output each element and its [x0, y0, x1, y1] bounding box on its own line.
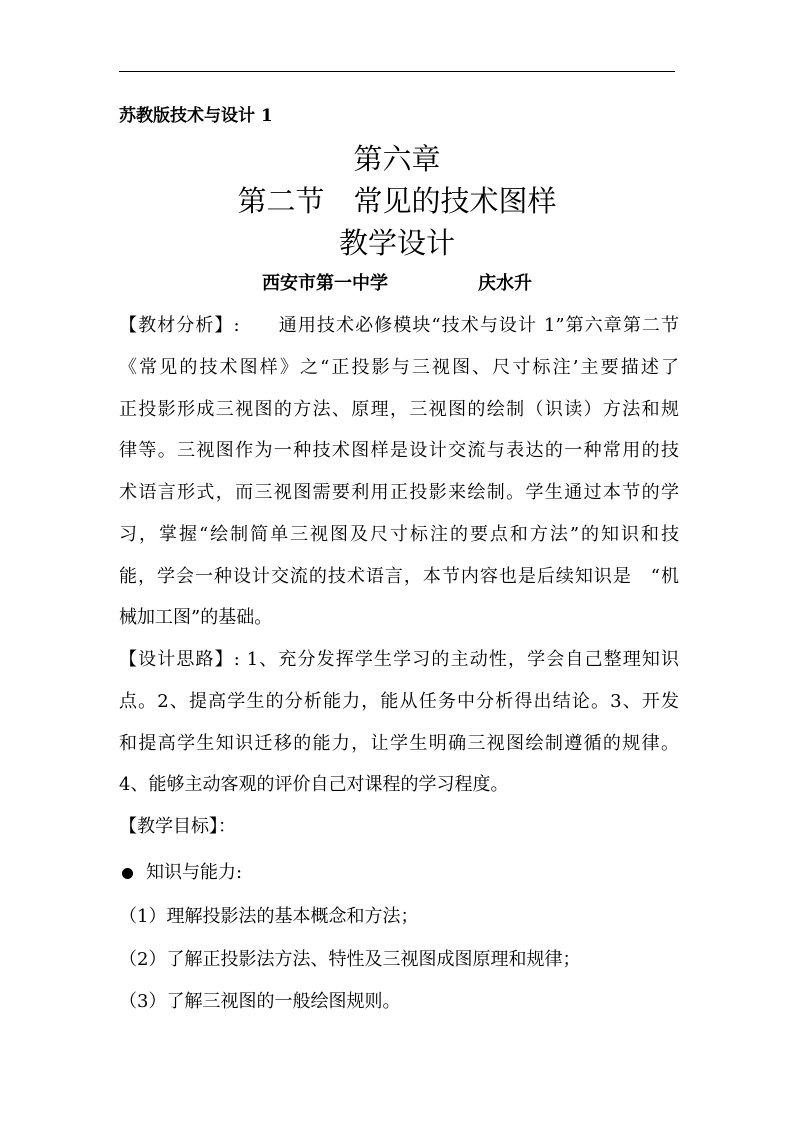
goals-bullet-label: 知识与能力: — [146, 862, 243, 883]
section-title: 第二节 常见的技术图样 — [237, 184, 557, 218]
author-line — [119, 270, 675, 298]
design-line: 4、能够主动客观的评价自己对课程的学习程度。 — [119, 774, 509, 795]
analysis-line: 【教材分析】: 通用技术必修模块“技术与设计 1”第六章第二节 — [119, 315, 679, 336]
analysis-line: 《常见的技术图样》之“正投影与三视图、尺寸标注’主要描述了 — [119, 357, 679, 378]
goals-heading: 【教学目标】： — [119, 816, 236, 837]
design-line: 【设计思路】: 1、充分发挥学生学习的主动性，学会自己整理知识 — [119, 649, 679, 670]
header-book-title: 苏教版技术与设计 1 — [119, 106, 273, 126]
analysis-line: 正投影形成三视图的方法、原理，三视图的绘制（识读）方法和规 — [119, 399, 679, 420]
author-school: 西安市第一中学 — [262, 273, 388, 294]
bullet-dot-icon — [122, 868, 133, 879]
chapter-title: 第六章 — [353, 142, 441, 176]
design-line: 点。2、提高学生的分析能力，能从任务中分析得出结论。3、开发 — [119, 691, 679, 712]
header-rule — [119, 71, 675, 72]
author-name: 庆水升 — [478, 273, 532, 294]
document-subtitle: 教学设计 — [338, 226, 455, 260]
design-line: 和提高学生知识迁移的能力，让学生明确三视图绘制遵循的规律。 — [119, 733, 679, 754]
analysis-line: 能，学会一种设计交流的技术语言，本节内容也是后续知识是 “机 — [119, 566, 679, 587]
analysis-line: 械加工图”的基础。 — [119, 607, 273, 628]
analysis-line: 术语言形式，而三视图需要利用正投影来绘制。学生通过本节的学 — [119, 482, 679, 503]
goal-item: （3）了解三视图的一般绘图规则。 — [119, 991, 401, 1012]
goal-item: （2）了解正投影法方法、特性及三视图成图原理和规律； — [119, 949, 581, 970]
goal-item: （1）理解投影法的基本概念和方法； — [119, 906, 419, 927]
analysis-line: 律等。三视图作为一种技术图样是设计交流与表达的一种常用的技 — [119, 440, 679, 461]
analysis-line: 习，掌握“绘制简单三视图及尺寸标注的要点和方法”的知识和技 — [119, 524, 679, 545]
